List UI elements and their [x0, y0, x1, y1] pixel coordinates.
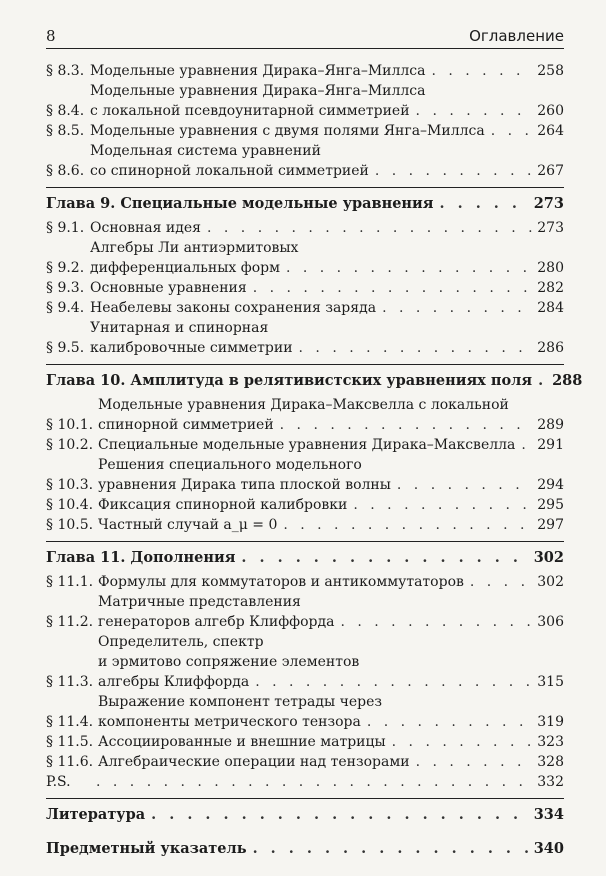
section-number: § 11.6.: [46, 754, 94, 770]
section-page: 273: [537, 220, 564, 236]
section-title-line: Модельные уравнения Дирака–Янга–Миллса: [90, 83, 426, 99]
dot-leader: [96, 772, 533, 792]
section-number: § 9.4.: [46, 300, 85, 316]
section-page: 302: [537, 574, 564, 590]
chapter-entry[interactable]: [46, 194, 564, 214]
running-title: Оглавление: [469, 27, 564, 45]
section-body: [98, 732, 564, 752]
chapter-title: Глава 9. Специальные модельные уравнения: [46, 195, 434, 212]
dot-leader: [397, 475, 533, 495]
section-body: [98, 455, 564, 495]
section-number: § 11.4.: [46, 714, 94, 730]
section-body: [98, 632, 564, 692]
section-title-line: Унитарная и спинорная: [90, 320, 269, 336]
section-title-line: Матричные представления: [98, 594, 301, 610]
section-body: [90, 141, 564, 181]
section-line: [90, 258, 564, 278]
chapter-divider: [46, 364, 564, 365]
chapter-entry[interactable]: [46, 371, 583, 391]
section-line: [98, 515, 564, 535]
section-title-line: Модельные уравнения с двумя полями Янга–Миллса: [90, 123, 485, 139]
toc-entry[interactable]: [46, 218, 564, 238]
dot-leader: [151, 805, 530, 825]
section-page: 264: [537, 123, 564, 139]
chapter-divider: [46, 187, 564, 188]
back-matter-entry[interactable]: [46, 805, 564, 825]
toc-entry[interactable]: [46, 435, 564, 455]
section-page: 282: [537, 280, 564, 296]
section-number: § 9.1.: [46, 220, 85, 236]
section-body: [90, 81, 564, 121]
section-line: [98, 692, 564, 712]
section-page: 306: [537, 614, 564, 630]
section-page: 280: [537, 260, 564, 276]
table-of-contents: [46, 61, 583, 859]
toc-entry[interactable]: [46, 692, 564, 732]
section-title-line: Ассоциированные и внешние матрицы: [98, 734, 386, 750]
section-title-line: Модельные уравнения Дирака–Максвелла с локальной: [98, 397, 509, 413]
section-body: [98, 752, 564, 772]
section-body: [98, 435, 564, 455]
section-number: § 11.3.: [46, 674, 94, 690]
dot-leader: [521, 435, 533, 455]
running-header: [46, 26, 564, 49]
section-title-line: Алгебраические операции над тензорами: [98, 754, 410, 770]
section-title-line: со спинорной локальной симметрией: [90, 163, 369, 179]
section-page: 323: [537, 734, 564, 750]
toc-entry[interactable]: [46, 455, 564, 495]
dot-leader: [353, 495, 533, 515]
section-number: § 10.1.: [46, 417, 94, 433]
section-number: § 8.5.: [46, 123, 85, 139]
section-page: 297: [537, 517, 564, 533]
section-title-line: компоненты метрического тензора: [98, 714, 361, 730]
section-line: [98, 652, 564, 672]
section-number: § 10.2.: [46, 437, 94, 453]
section-title-line: спинорной симметрией: [98, 417, 274, 433]
chapter-divider: [46, 798, 564, 799]
section-line: [90, 338, 564, 358]
section-number: § 10.5.: [46, 517, 94, 533]
dot-leader: [280, 415, 534, 435]
dot-leader: [470, 572, 533, 592]
chapter-page: 340: [533, 840, 564, 857]
dot-leader: [255, 672, 533, 692]
section-body: [90, 298, 564, 318]
section-number: § 8.6.: [46, 163, 85, 179]
section-number: § 11.1.: [46, 574, 94, 590]
section-page: 289: [537, 417, 564, 433]
dot-leader: [286, 258, 533, 278]
section-page: 260: [537, 103, 564, 119]
dot-leader: [253, 839, 530, 859]
chapter-page: 273: [533, 195, 564, 212]
section-number: § 11.2.: [46, 614, 94, 630]
section-line: [90, 61, 564, 81]
chapter-page: 288: [552, 372, 583, 389]
section-body: [98, 592, 564, 632]
section-line: [90, 218, 564, 238]
section-title-line: генераторов алгебр Клиффорда: [98, 614, 335, 630]
dot-leader: [416, 752, 534, 772]
section-number: P.S.: [46, 774, 71, 790]
section-body: [90, 238, 564, 278]
section-number: § 9.2.: [46, 260, 85, 276]
section-line: [90, 141, 564, 161]
section-line: [90, 298, 564, 318]
section-title-line: Выражение компонент тетрады через: [98, 694, 382, 710]
section-title-line: дифференциальных форм: [90, 260, 280, 276]
section-number: § 8.4.: [46, 103, 85, 119]
dot-leader: [491, 121, 534, 141]
toc-entry[interactable]: [46, 278, 564, 298]
section-line: [90, 121, 564, 141]
section-line: [90, 101, 564, 121]
toc-entry[interactable]: [46, 121, 564, 141]
section-line: [90, 161, 564, 181]
section-line: [98, 495, 564, 515]
section-number: § 10.3.: [46, 477, 94, 493]
section-page: 295: [537, 497, 564, 513]
section-body: [90, 121, 564, 141]
section-title-line: Основные уравнения: [90, 280, 247, 296]
dot-leader: [207, 218, 533, 238]
section-title-line: Фиксация спинорной калибровки: [98, 497, 348, 513]
section-page: 319: [537, 714, 564, 730]
dot-leader: [392, 732, 534, 752]
section-title-line: Основная идея: [90, 220, 201, 236]
toc-entry[interactable]: [46, 592, 564, 632]
dot-leader: [241, 548, 529, 568]
section-title-line: Неабелевы законы сохранения заряда: [90, 300, 377, 316]
toc-entry[interactable]: [46, 395, 564, 435]
section-title-line: Алгебры Ли антиэрмитовых: [90, 240, 299, 256]
section-page: 332: [537, 774, 564, 790]
section-body: [98, 515, 564, 535]
section-number: § 9.5.: [46, 340, 85, 356]
dot-leader: [283, 515, 533, 535]
toc-entry[interactable]: [46, 772, 564, 792]
dot-leader: [431, 61, 533, 81]
section-page: 258: [537, 63, 564, 79]
section-page: 315: [537, 674, 564, 690]
section-line: [98, 592, 564, 612]
toc-entry[interactable]: [46, 81, 564, 121]
toc-entry[interactable]: [46, 572, 564, 592]
section-number: § 10.4.: [46, 497, 94, 513]
chapter-title: Литература: [46, 806, 146, 823]
section-line: [90, 238, 564, 258]
toc-entry[interactable]: [46, 495, 564, 515]
section-title-line: Модельные уравнения Дирака–Янга–Миллса: [90, 63, 426, 79]
dot-leader: [340, 612, 533, 632]
section-title-line: с локальной псевдоунитарной симметрией: [90, 103, 410, 119]
section-number: § 8.3.: [46, 63, 85, 79]
section-line: [98, 732, 564, 752]
section-line: [98, 455, 564, 475]
section-title-line: Модельная система уравнений: [90, 143, 321, 159]
toc-entry[interactable]: [46, 515, 564, 535]
toc-entry[interactable]: [46, 298, 564, 318]
chapter-divider: [46, 541, 564, 542]
page-number: 8: [46, 27, 56, 45]
chapter-entry[interactable]: [46, 548, 564, 568]
section-page: 284: [537, 300, 564, 316]
section-page: 286: [537, 340, 564, 356]
section-body: [98, 495, 564, 515]
section-body: [90, 218, 564, 238]
dot-leader: [253, 278, 534, 298]
section-title-line: Специальные модельные уравнения Дирака–Максвелла: [98, 437, 516, 453]
toc-entry[interactable]: [46, 61, 564, 81]
section-line: [98, 712, 564, 732]
section-line: [98, 395, 564, 415]
section-page: 291: [537, 437, 564, 453]
section-line: [90, 278, 564, 298]
toc-entry[interactable]: [46, 318, 564, 358]
section-page: 294: [537, 477, 564, 493]
section-line: [98, 415, 564, 435]
section-title-line: алгебры Клиффорда: [98, 674, 250, 690]
section-line: [98, 632, 564, 652]
section-line: [90, 81, 564, 101]
section-body: [90, 772, 564, 792]
section-title-line: уравнения Дирака типа плоской волны: [98, 477, 391, 493]
section-body: [90, 61, 564, 81]
dot-leader: [299, 338, 534, 358]
section-line: [98, 572, 564, 592]
section-body: [90, 318, 564, 358]
dot-leader: [375, 161, 533, 181]
section-line: [98, 435, 564, 455]
section-body: [90, 278, 564, 298]
section-body: [98, 692, 564, 732]
section-number: § 11.5.: [46, 734, 94, 750]
section-title-line: Определитель, спектр: [98, 634, 264, 650]
toc-entry[interactable]: [46, 632, 564, 692]
section-page: 328: [537, 754, 564, 770]
section-line: [98, 672, 564, 692]
section-number: § 9.3.: [46, 280, 85, 296]
dot-leader: [440, 194, 530, 214]
chapter-title: Предметный указатель: [46, 840, 247, 857]
dot-leader: [367, 712, 533, 732]
section-line: [90, 772, 564, 792]
section-title-line: Решения специального модельного: [98, 457, 362, 473]
chapter-title: Глава 10. Амплитуда в релятивистских уравнениях поля: [46, 372, 533, 389]
dot-leader: [538, 371, 548, 391]
section-title-line: калибровочные симметрии: [90, 340, 293, 356]
section-line: [98, 752, 564, 772]
toc-entry[interactable]: [46, 732, 564, 752]
section-page: 267: [537, 163, 564, 179]
dot-leader: [382, 298, 533, 318]
dot-leader: [416, 101, 534, 121]
section-body: [98, 395, 564, 435]
toc-entry[interactable]: [46, 752, 564, 772]
section-line: [90, 318, 564, 338]
section-title-line: Формулы для коммутаторов и антикоммутаторов: [98, 574, 464, 590]
chapter-title: Глава 11. Дополнения: [46, 549, 236, 566]
section-body: [98, 572, 564, 592]
toc-entry[interactable]: [46, 238, 564, 278]
chapter-page: 302: [533, 549, 564, 566]
section-line: [98, 475, 564, 495]
section-title-line: Частный случай a_μ = 0: [98, 517, 278, 533]
toc-entry[interactable]: [46, 141, 564, 181]
chapter-page: 334: [533, 806, 564, 823]
section-line: [98, 612, 564, 632]
back-matter-entry[interactable]: [46, 839, 564, 859]
section-title-line: и эрмитово сопряжение элементов: [98, 654, 360, 670]
